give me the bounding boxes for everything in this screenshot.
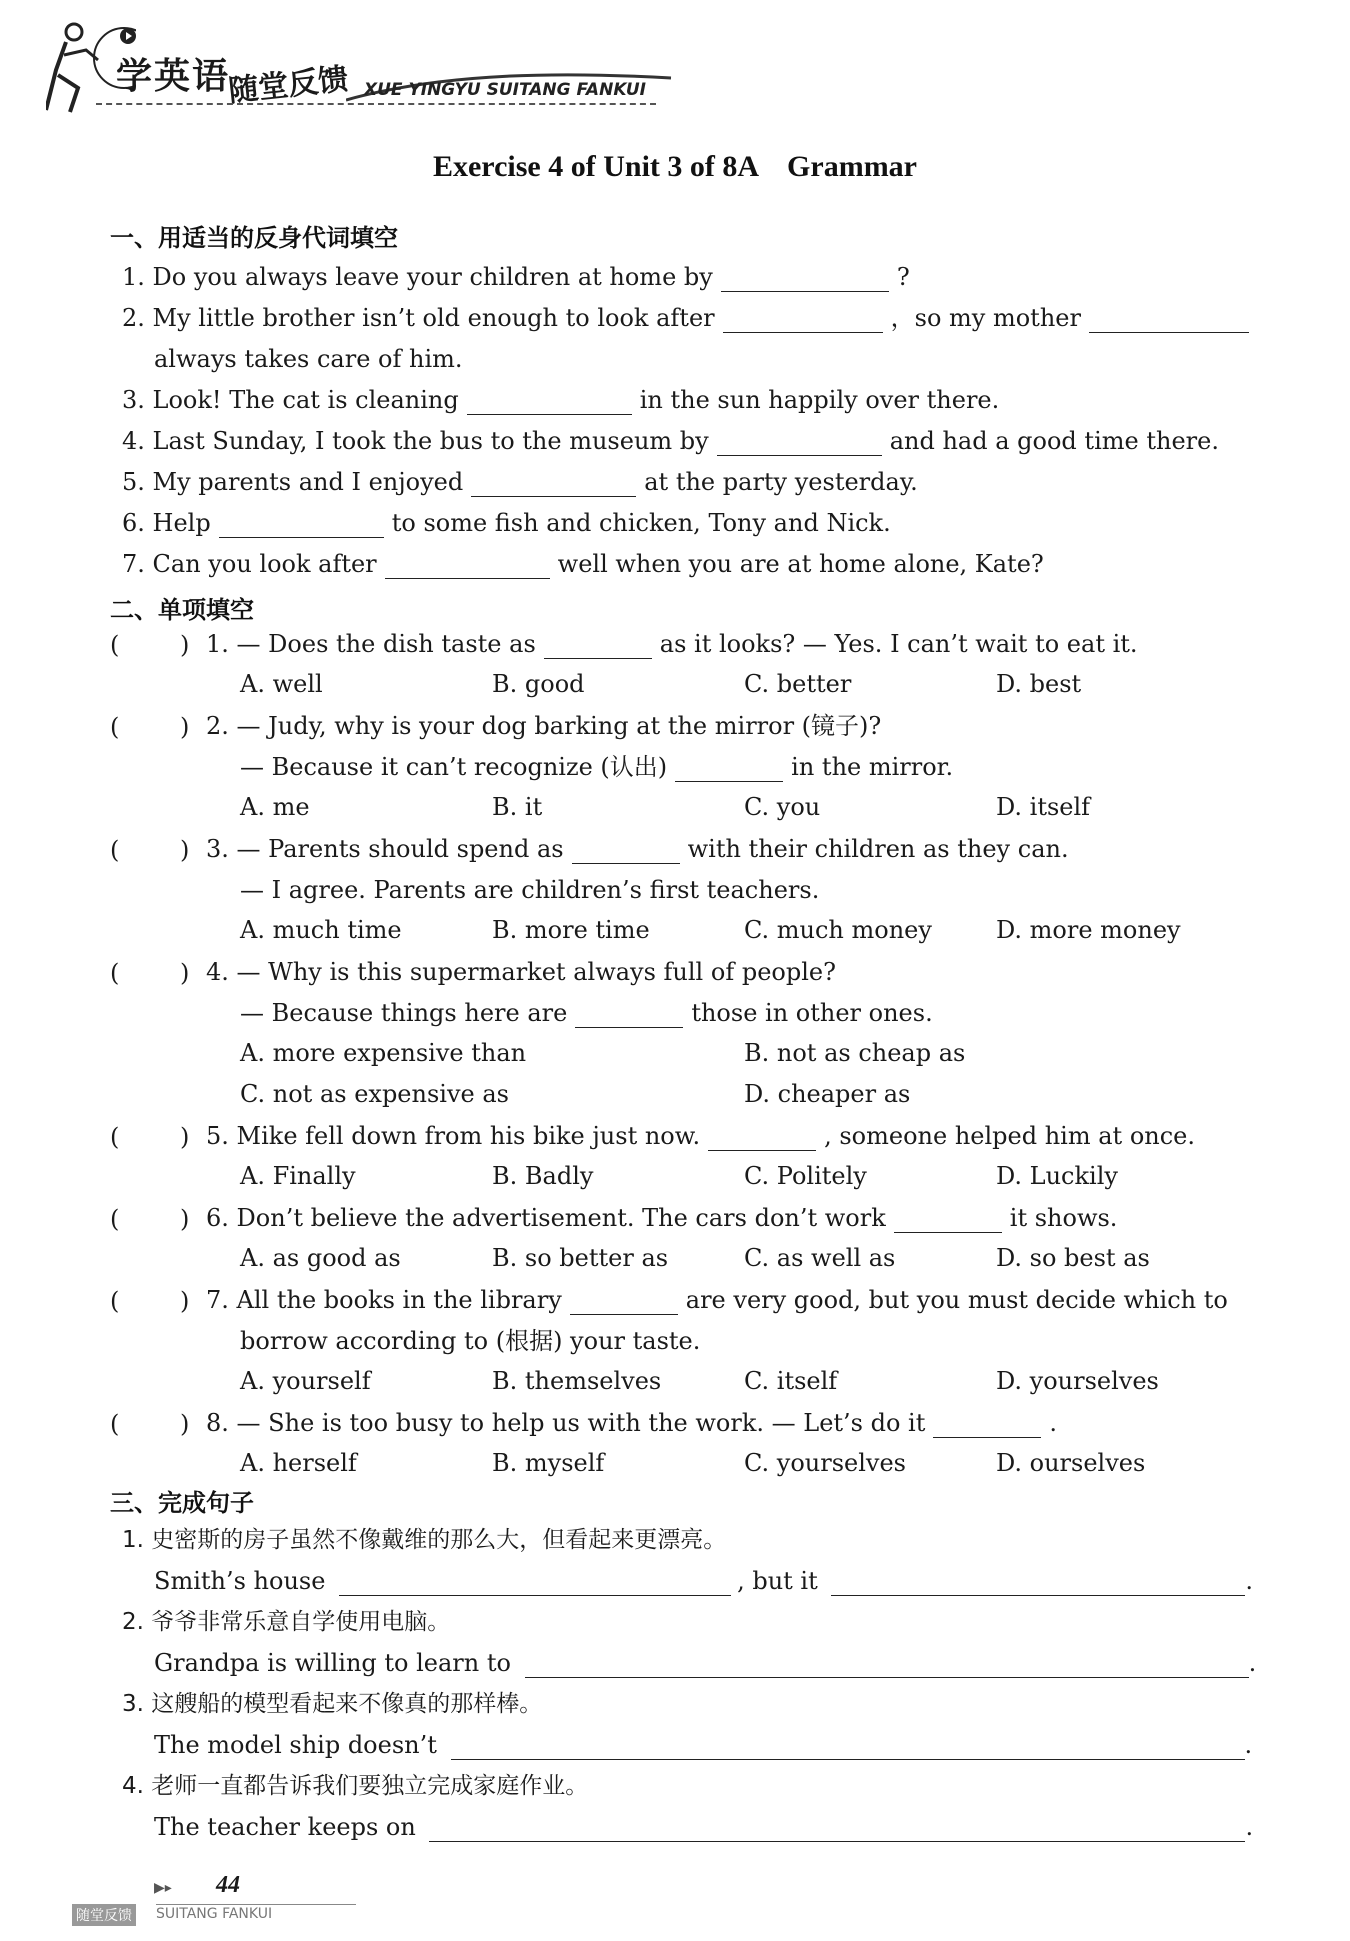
option-c[interactable]: C. much money — [744, 916, 932, 944]
logo-cn-subtitle: 随堂反馈 — [226, 61, 350, 110]
item-text: — Parents should spend as — [236, 835, 564, 863]
answer-blank[interactable] — [894, 1206, 1002, 1233]
item-text: well when you are at home alone, Kate? — [557, 550, 1044, 578]
answer-blank[interactable] — [1089, 306, 1249, 333]
s2-q7 — [206, 1285, 1228, 1315]
item-number: 2. — [122, 304, 145, 332]
item-text: — Because things here are — [240, 999, 568, 1027]
option-c[interactable]: C. not as expensive as — [240, 1080, 509, 1108]
answer-blank[interactable] — [219, 511, 384, 538]
s2-q1 — [206, 629, 1138, 659]
header-divider — [96, 103, 656, 105]
item-text: . — [1245, 1567, 1254, 1595]
option-c[interactable]: C. Politely — [744, 1162, 867, 1190]
answer-blank[interactable] — [723, 306, 883, 333]
item-text: — Judy, why is your dog barking at the mirror (镜子)? — [236, 712, 882, 740]
item-text: — Does the dish taste as — [236, 630, 536, 658]
s1-item-6 — [122, 508, 891, 538]
item-text: Can you look after — [152, 550, 377, 578]
answer-line[interactable] — [525, 1651, 1249, 1678]
section3-heading: 三、完成句子 — [110, 1489, 254, 1517]
item-text: . — [1245, 1813, 1254, 1841]
s2-q2 — [206, 711, 881, 741]
item-number: 7. — [122, 550, 145, 578]
s1-item-2-cont: always takes care of him. — [154, 345, 463, 373]
s1-item-3 — [122, 385, 999, 415]
item-number: 4. — [122, 1773, 144, 1799]
item-number: 6. — [122, 509, 145, 537]
answer-blank[interactable] — [675, 755, 783, 782]
option-a[interactable]: A. as good as — [240, 1244, 401, 1272]
logo-en-title: XUE YINGYU SUITANG FANKUI — [364, 80, 647, 100]
s1-item-4 — [122, 426, 1219, 456]
item-text: those in other ones. — [691, 999, 933, 1027]
option-d[interactable]: D. more money — [996, 916, 1181, 944]
logo-cn-title: 学英语 — [116, 56, 231, 97]
item-number: 5. — [206, 1122, 229, 1150]
option-a[interactable]: A. herself — [240, 1449, 357, 1477]
item-text: Do you always leave your children at home by — [152, 263, 713, 291]
item-text: Don’t believe the advertisement. The cars don’t work — [236, 1204, 886, 1232]
option-d[interactable]: D. yourselves — [996, 1367, 1159, 1395]
s3-item-3-en — [154, 1730, 1252, 1760]
option-b[interactable]: B. Badly — [492, 1162, 594, 1190]
item-text: The model ship doesn’t — [154, 1731, 437, 1759]
answer-blank[interactable] — [708, 1124, 816, 1151]
answer-paren-close: ) — [180, 1287, 190, 1315]
answer-paren-open[interactable]: ( — [110, 1410, 120, 1438]
item-number: 1. — [206, 630, 229, 658]
option-d[interactable]: D. cheaper as — [744, 1080, 911, 1108]
item-text: The teacher keeps on — [154, 1813, 416, 1841]
answer-blank[interactable] — [572, 837, 680, 864]
option-c[interactable]: C. yourselves — [744, 1449, 906, 1477]
item-number: 4. — [206, 958, 229, 986]
option-c[interactable]: C. you — [744, 793, 821, 821]
item-text: — Why is this supermarket always full of people? — [236, 958, 836, 986]
option-a[interactable]: A. more expensive than — [240, 1039, 527, 1067]
s3-item-1-cn — [122, 1525, 726, 1555]
s2-q4-line2 — [240, 998, 933, 1028]
answer-paren-open[interactable]: ( — [110, 959, 120, 987]
answer-paren-close: ) — [180, 1205, 190, 1233]
s2-q6 — [206, 1203, 1117, 1233]
s2-q3-line2: — I agree. Parents are children’s first teachers. — [240, 876, 820, 904]
answer-blank[interactable] — [717, 429, 882, 456]
item-number: 6. — [206, 1204, 229, 1232]
footer-tag-cn: 随堂反馈 — [72, 1904, 136, 1926]
s2-q8 — [206, 1408, 1057, 1438]
item-number: 1. — [122, 1527, 144, 1553]
footer-tag-en: SUITANG FANKUI — [156, 1906, 273, 1922]
s2-q3 — [206, 834, 1069, 864]
option-a[interactable]: A. well — [240, 670, 323, 698]
answer-blank[interactable] — [570, 1288, 678, 1315]
item-text: , someone helped him at once. — [824, 1122, 1195, 1150]
section2-heading: 二、单项填空 — [110, 596, 254, 624]
option-a[interactable]: A. Finally — [240, 1162, 356, 1190]
s3-item-4-en — [154, 1812, 1253, 1842]
item-text: — Because it can’t recognize (认出) — [240, 753, 668, 781]
item-text: Look! The cat is cleaning — [152, 386, 459, 414]
item-text: Help — [152, 509, 211, 537]
item-number: 7. — [206, 1286, 229, 1314]
s2-q4 — [206, 957, 836, 987]
item-text: Grandpa is willing to learn to — [154, 1649, 511, 1677]
s1-item-1 — [122, 262, 910, 292]
answer-paren-close: ) — [180, 1123, 190, 1151]
answer-paren-close: ) — [180, 631, 190, 659]
item-text: 这艘船的模型看起来不像真的那样棒。 — [151, 1691, 543, 1717]
option-d[interactable]: D. so best as — [996, 1244, 1150, 1272]
answer-paren-open[interactable]: ( — [110, 836, 120, 864]
option-d[interactable]: D. itself — [996, 793, 1091, 821]
answer-line[interactable] — [339, 1569, 731, 1596]
item-text: to some fish and chicken, Tony and Nick. — [391, 509, 891, 537]
item-text: 老师一直都告诉我们要独立完成家庭作业。 — [151, 1773, 589, 1799]
answer-paren-close: ) — [180, 713, 190, 741]
answer-blank[interactable] — [467, 388, 632, 415]
item-text: are very good, but you must decide which to — [685, 1286, 1228, 1314]
answer-line[interactable] — [429, 1815, 1245, 1842]
option-d[interactable]: D. best — [996, 670, 1082, 698]
answer-blank[interactable] — [385, 552, 550, 579]
option-d[interactable]: D. ourselves — [996, 1449, 1146, 1477]
option-c[interactable]: C. itself — [744, 1367, 838, 1395]
item-number: 3. — [122, 386, 145, 414]
page-header — [46, 20, 666, 120]
page-number: 44 — [216, 1872, 240, 1898]
double-arrow-icon: ▶▸ — [154, 1880, 172, 1896]
option-b[interactable]: B. themselves — [492, 1367, 662, 1395]
exercise-title-sub: Grammar — [787, 150, 917, 183]
item-text: . — [1244, 1731, 1253, 1759]
item-text: . — [1248, 1649, 1257, 1677]
answer-paren-open[interactable]: ( — [110, 713, 120, 741]
item-text: and had a good time there. — [889, 427, 1219, 455]
answer-paren-open[interactable]: ( — [110, 1287, 120, 1315]
s2-q5 — [206, 1121, 1195, 1151]
item-text: Last Sunday, I took the bus to the museum by — [152, 427, 709, 455]
option-b[interactable]: B. good — [492, 670, 585, 698]
answer-blank[interactable] — [933, 1411, 1041, 1438]
item-text: it shows. — [1009, 1204, 1118, 1232]
item-text: , but it — [737, 1567, 818, 1595]
item-number: 3. — [122, 1691, 144, 1717]
s2-q2-line2 — [240, 752, 953, 782]
s2-q7-line2: borrow according to (根据) your taste. — [240, 1327, 701, 1355]
item-text: at the party yesterday. — [644, 468, 918, 496]
s3-item-2-en — [154, 1648, 1256, 1678]
option-b[interactable]: B. not as cheap as — [744, 1039, 966, 1067]
option-d[interactable]: D. Luckily — [996, 1162, 1118, 1190]
section1-heading: 一、用适当的反身代词填空 — [110, 224, 398, 252]
s3-item-4-cn — [122, 1771, 588, 1801]
item-text: All the books in the library — [236, 1286, 562, 1314]
option-c[interactable]: C. better — [744, 670, 852, 698]
exercise-title-main: Exercise 4 of Unit 3 of 8A — [432, 150, 760, 183]
item-number: 2. — [122, 1609, 144, 1635]
s1-item-7 — [122, 549, 1044, 579]
item-text: as it looks? — Yes. I can’t wait to eat it. — [659, 630, 1138, 658]
exercise-title — [0, 150, 1350, 184]
option-b[interactable]: B. it — [492, 793, 543, 821]
item-number: 2. — [206, 712, 229, 740]
answer-blank[interactable] — [721, 265, 889, 292]
s3-item-1-en — [154, 1566, 1253, 1596]
option-b[interactable]: B. more time — [492, 916, 650, 944]
item-text: 史密斯的房子虽然不像戴维的那么大，但看起来更漂亮。 — [151, 1527, 727, 1553]
answer-paren-open[interactable]: ( — [110, 631, 120, 659]
s3-item-3-cn — [122, 1689, 542, 1719]
item-text: Smith’s house — [154, 1567, 326, 1595]
answer-blank[interactable] — [575, 1001, 683, 1028]
option-a[interactable]: A. yourself — [240, 1367, 371, 1395]
item-text: — She is too busy to help us with the work. — Let’s do it — [236, 1409, 926, 1437]
answer-paren-close: ) — [180, 959, 190, 987]
s3-item-2-cn — [122, 1607, 450, 1637]
item-number: 3. — [206, 835, 229, 863]
page-footer — [72, 1872, 332, 1922]
answer-line[interactable] — [451, 1733, 1245, 1760]
s1-item-2 — [122, 303, 1257, 333]
item-text: . — [1049, 1409, 1058, 1437]
item-text: Mike fell down from his bike just now. — [236, 1122, 701, 1150]
item-text: ? — [896, 263, 910, 291]
option-b[interactable]: B. so better as — [492, 1244, 669, 1272]
option-b[interactable]: B. myself — [492, 1449, 605, 1477]
answer-paren-open[interactable]: ( — [110, 1205, 120, 1233]
option-a[interactable]: A. me — [240, 793, 310, 821]
item-text: ，so my mother — [890, 304, 1081, 332]
item-text: in the mirror. — [791, 753, 954, 781]
answer-blank[interactable] — [471, 470, 636, 497]
option-c[interactable]: C. as well as — [744, 1244, 896, 1272]
item-text: with their children as they can. — [687, 835, 1069, 863]
footer-divider — [156, 1904, 356, 1905]
item-number: 8. — [206, 1409, 229, 1437]
answer-line[interactable] — [831, 1569, 1245, 1596]
item-number: 1. — [122, 263, 145, 291]
answer-paren-open[interactable]: ( — [110, 1123, 120, 1151]
option-a[interactable]: A. much time — [240, 916, 402, 944]
s1-item-5 — [122, 467, 918, 497]
item-number: 5. — [122, 468, 145, 496]
item-text: My little brother isn’t old enough to look after — [152, 304, 715, 332]
item-number: 4. — [122, 427, 145, 455]
answer-paren-close: ) — [180, 1410, 190, 1438]
item-text: 爷爷非常乐意自学使用电脑。 — [151, 1609, 451, 1635]
item-text: in the sun happily over there. — [639, 386, 1000, 414]
answer-blank[interactable] — [544, 632, 652, 659]
answer-paren-close: ) — [180, 836, 190, 864]
item-text: My parents and I enjoyed — [152, 468, 464, 496]
